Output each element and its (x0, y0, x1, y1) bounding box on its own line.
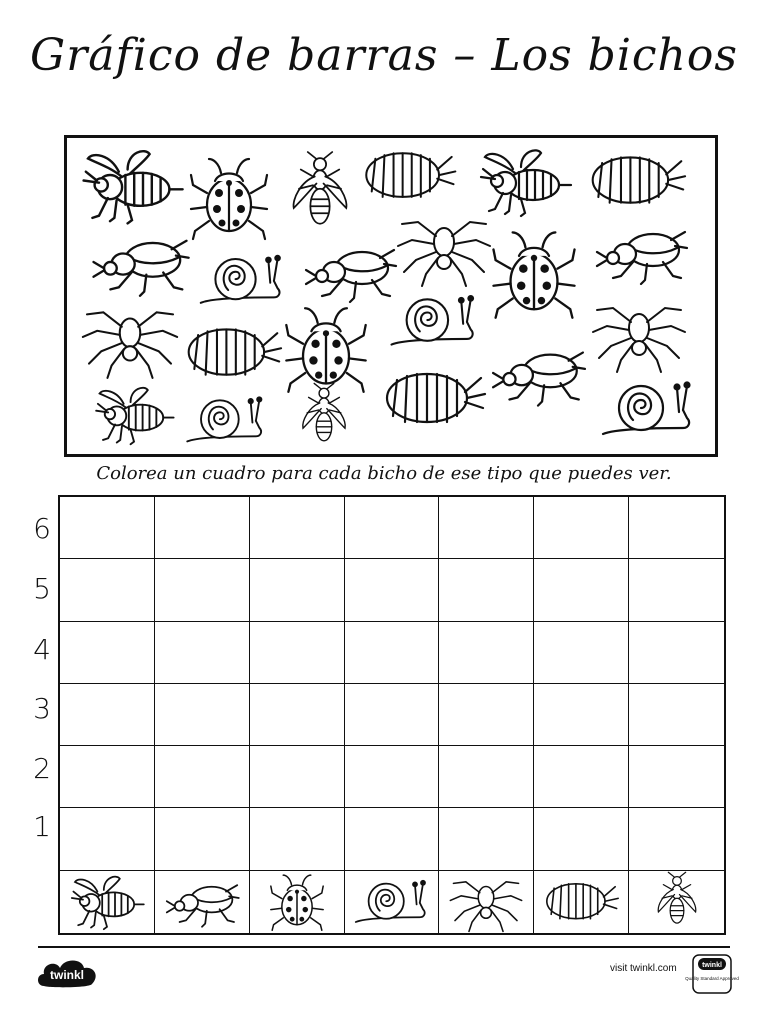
grid-cell[interactable] (534, 559, 629, 621)
grid-cell[interactable] (155, 746, 250, 808)
beetle-icon (591, 218, 691, 288)
grid-cell[interactable] (439, 497, 534, 559)
bee-icon (77, 146, 187, 226)
grid-cell[interactable] (439, 559, 534, 621)
grid-cell[interactable] (60, 746, 155, 808)
grid-cell[interactable] (155, 497, 250, 559)
grid-cell[interactable] (250, 622, 345, 684)
wasp-icon (285, 146, 355, 242)
snail-icon (351, 871, 431, 933)
grid-cell[interactable] (60, 808, 155, 870)
twinkl-logo (34, 956, 100, 990)
grid-cell[interactable] (155, 684, 250, 746)
grid-cell[interactable] (60, 622, 155, 684)
grid-cell[interactable] (534, 808, 629, 870)
grid-cell[interactable] (60, 684, 155, 746)
grid-cell[interactable] (250, 497, 345, 559)
column-label-cell (155, 871, 250, 933)
y-label-6: 6 (33, 512, 51, 545)
grid-cell[interactable] (439, 808, 534, 870)
grid-cell[interactable] (534, 746, 629, 808)
snail-icon (189, 248, 293, 312)
column-label-cell (60, 871, 155, 933)
grid-cell[interactable] (345, 497, 440, 559)
woodlouse-icon (181, 320, 285, 386)
column-label-cell (534, 871, 629, 933)
grid-cell[interactable] (534, 684, 629, 746)
y-label-2: 2 (33, 752, 51, 785)
grid-cell[interactable] (534, 497, 629, 559)
bar-chart-grid (58, 495, 726, 935)
grid-cell[interactable] (250, 559, 345, 621)
column-label-cell (629, 871, 724, 933)
grid-cell[interactable] (155, 622, 250, 684)
beetle-icon (487, 338, 589, 410)
spider-icon (77, 298, 183, 380)
svg-text:Quality Standard Approved: Quality Standard Approved (685, 976, 739, 981)
bee-icon (91, 382, 177, 448)
spider-icon (391, 208, 497, 288)
grid-cell[interactable] (534, 622, 629, 684)
grid-cell[interactable] (629, 622, 724, 684)
beetle-icon (162, 871, 242, 933)
bug-scene (64, 135, 718, 457)
grid-cell[interactable] (345, 684, 440, 746)
column-label-cell (250, 871, 345, 933)
wasp-icon (637, 871, 717, 933)
grid-cell[interactable] (345, 559, 440, 621)
y-label-4: 4 (33, 633, 51, 666)
grid-cell[interactable] (250, 684, 345, 746)
bee-icon (67, 871, 147, 933)
quality-badge (685, 954, 739, 994)
grid-cell[interactable] (155, 808, 250, 870)
grid-cell[interactable] (345, 808, 440, 870)
beetle-icon (85, 226, 195, 300)
grid-cell[interactable] (629, 497, 724, 559)
instruction-text: Colorea un cuadro para cada bicho de ese tipo que puedes ver. (96, 463, 672, 484)
spider-icon (446, 871, 526, 933)
snail-icon (379, 288, 487, 354)
grid-cell[interactable] (345, 746, 440, 808)
spider-icon (587, 294, 691, 374)
woodlouse-icon (379, 364, 489, 434)
wasp-icon (289, 382, 359, 452)
page-title: Gráfico de barras – Los bichos (30, 30, 738, 81)
ladybird-icon (257, 871, 337, 933)
ladybird-icon (189, 152, 269, 244)
grid-cell[interactable] (629, 559, 724, 621)
column-label-cell (345, 871, 440, 933)
grid-cell[interactable] (250, 808, 345, 870)
snail-icon (177, 390, 273, 450)
grid-cell[interactable] (155, 559, 250, 621)
ladybird-icon (491, 226, 577, 322)
woodlouse-icon (541, 871, 621, 933)
grid-cell[interactable] (250, 746, 345, 808)
grid-cell[interactable] (629, 808, 724, 870)
grid-cell[interactable] (629, 746, 724, 808)
footer-divider (38, 946, 730, 948)
woodlouse-icon (359, 144, 459, 208)
woodlouse-icon (581, 148, 693, 214)
grid-cell[interactable] (60, 497, 155, 559)
grid-cell[interactable] (60, 559, 155, 621)
grid-cell[interactable] (439, 746, 534, 808)
y-label-1: 1 (33, 810, 51, 843)
svg-text:twinkl: twinkl (702, 962, 722, 969)
snail-icon (591, 374, 703, 444)
grid-cell[interactable] (345, 622, 440, 684)
svg-text:twinkl: twinkl (49, 968, 85, 982)
column-label-cell (439, 871, 534, 933)
y-label-5: 5 (33, 572, 51, 605)
grid-cell[interactable] (439, 622, 534, 684)
y-label-3: 3 (33, 692, 51, 725)
grid-cell[interactable] (439, 684, 534, 746)
grid-cell[interactable] (629, 684, 724, 746)
visit-link[interactable]: visit twinkl.com (610, 963, 677, 974)
